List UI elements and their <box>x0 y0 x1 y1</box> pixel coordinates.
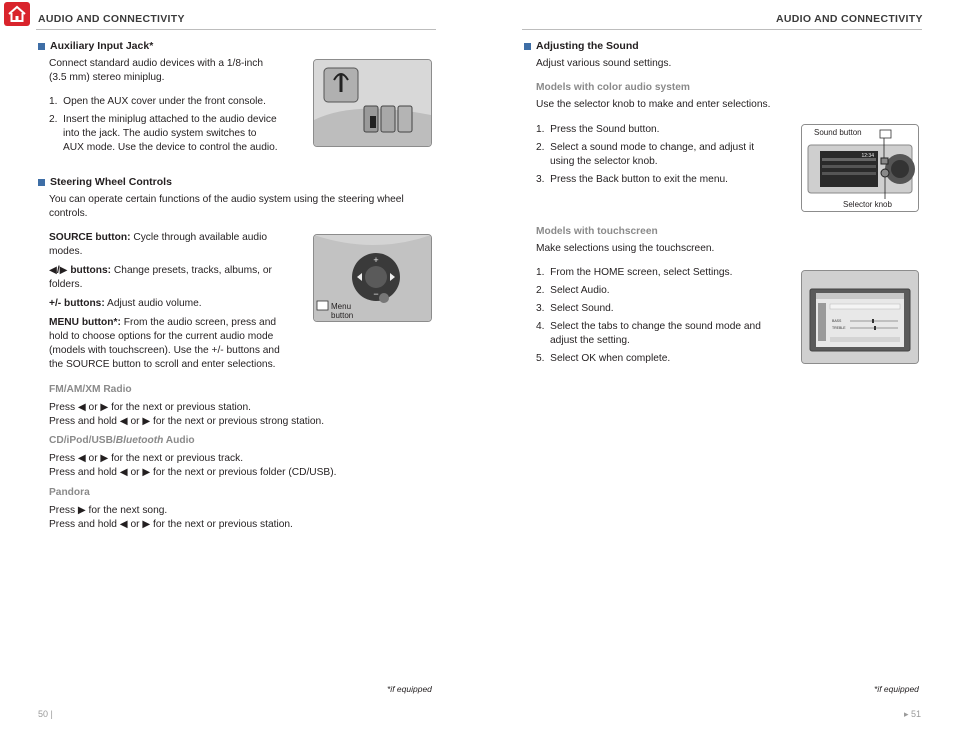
steering-heading: Steering Wheel Controls <box>38 176 172 188</box>
adjust-intro: Adjust various sound settings. <box>536 58 672 69</box>
touch-step-5: 5. Select OK when complete. <box>536 353 671 364</box>
fm-line-1: Press ◀ or ▶ for the next or previous station. <box>49 402 251 413</box>
color-step-1: 1. Press the Sound button. <box>536 124 660 135</box>
adjust-heading: Adjusting the Sound <box>524 40 639 52</box>
source-button-desc-2: modes. <box>49 246 83 257</box>
menu-button-desc-4: the SOURCE button to scroll and enter selections. <box>49 359 276 370</box>
touch-step-1: 1. From the HOME screen, select Settings. <box>536 267 733 278</box>
pandora-heading: Pandora <box>49 487 90 498</box>
svg-text:BASS: BASS <box>832 319 842 323</box>
aux-step-2: 2. Insert the miniplug attached to the audio device <box>49 114 277 125</box>
touch-models-intro: Make selections using the touchscreen. <box>536 243 715 254</box>
header-title-left: AUDIO AND CONNECTIVITY <box>38 13 185 25</box>
cd-line-2: Press and hold ◀ or ▶ for the next or previous folder (CD/USB). <box>49 467 337 478</box>
aux-step-1: 1. Open the AUX cover under the front console. <box>49 96 266 107</box>
svg-text:+: + <box>373 255 379 265</box>
arrow-buttons-desc-2: folders. <box>49 279 83 290</box>
touchscreen-photo <box>801 270 919 364</box>
color-step-2-line-2: using the selector knob. <box>550 156 658 167</box>
sound-button-caption: Sound button <box>814 128 862 137</box>
cd-heading: CD/iPod/USB/Bluetooth Audio <box>49 435 195 446</box>
touch-step-4-line-2: adjust the setting. <box>550 335 630 346</box>
section-square-icon <box>38 43 45 50</box>
color-step-3: 3. Press the Back button to exit the menu. <box>536 174 728 185</box>
menu-button-desc-2: hold to choose options for the current audio mode <box>49 331 274 342</box>
header-rule-left <box>36 29 436 30</box>
menu-button-caption-2: button <box>331 311 354 320</box>
aux-jack-photo <box>313 59 432 147</box>
home-icon[interactable] <box>4 2 30 26</box>
steering-intro-line-1: You can operate certain functions of the audio system using the steering wheel <box>49 194 404 205</box>
section-square-icon <box>524 43 531 50</box>
menu-button-desc-3: (models with touchscreen). Use the +/- buttons and <box>49 345 280 356</box>
aux-intro-line-2: (3.5 mm) stereo miniplug. <box>49 72 165 83</box>
aux-step-2-line-2: into the jack. The audio system switches to <box>63 128 257 139</box>
arrow-buttons-desc: ◀/▶ buttons: Change presets, tracks, albums, or <box>49 265 272 276</box>
house-icon <box>4 2 30 26</box>
pandora-line-2: Press and hold ◀ or ▶ for the next or previous station. <box>49 519 293 530</box>
color-audio-photo <box>801 124 919 212</box>
svg-text:TREBLE: TREBLE <box>832 326 846 330</box>
pandora-line-1: Press ▶ for the next song. <box>49 505 168 516</box>
volume-buttons-desc: +/- buttons: Adjust audio volume. <box>49 298 202 309</box>
selector-knob-caption: Selector knob <box>843 200 892 209</box>
fm-heading: FM/AM/XM Radio <box>49 384 132 395</box>
footnote-right: *if equipped <box>874 684 919 694</box>
svg-text:12:34: 12:34 <box>861 153 874 159</box>
color-models-intro: Use the selector knob to make and enter selections. <box>536 99 771 110</box>
svg-text:−: − <box>373 289 379 299</box>
aux-intro-line-1: Connect standard audio devices with a 1/8-inch <box>49 58 264 69</box>
fm-line-2: Press and hold ◀ or ▶ for the next or previous strong station. <box>49 416 325 427</box>
color-step-2: 2. Select a sound mode to change, and adjust it <box>536 142 755 153</box>
touch-step-3: 3. Select Sound. <box>536 303 614 314</box>
page-number-right: ▸ 51 <box>904 709 922 719</box>
cd-line-1: Press ◀ or ▶ for the next or previous track. <box>49 453 244 464</box>
header-rule-right <box>522 29 922 30</box>
footnote-left: *if equipped <box>387 684 432 694</box>
aux-step-2-line-3: AUX mode. Use the device to control the audio. <box>63 142 278 153</box>
page-number-left: 50 | <box>38 709 53 719</box>
source-button-desc: SOURCE button: Cycle through available audio <box>49 232 267 243</box>
steering-intro-line-2: controls. <box>49 208 88 219</box>
color-models-heading: Models with color audio system <box>536 82 690 93</box>
aux-heading: Auxiliary Input Jack* <box>38 40 153 52</box>
touch-step-2: 2. Select Audio. <box>536 285 610 296</box>
menu-button-caption-1: Menu <box>331 302 352 311</box>
touch-step-4: 4. Select the tabs to change the sound mode and <box>536 321 761 332</box>
section-square-icon <box>38 179 45 186</box>
touch-models-heading: Models with touchscreen <box>536 226 658 237</box>
right-page <box>480 0 960 738</box>
header-title-right: AUDIO AND CONNECTIVITY <box>776 13 923 25</box>
menu-button-desc: MENU button*: From the audio screen, press and <box>49 317 277 328</box>
